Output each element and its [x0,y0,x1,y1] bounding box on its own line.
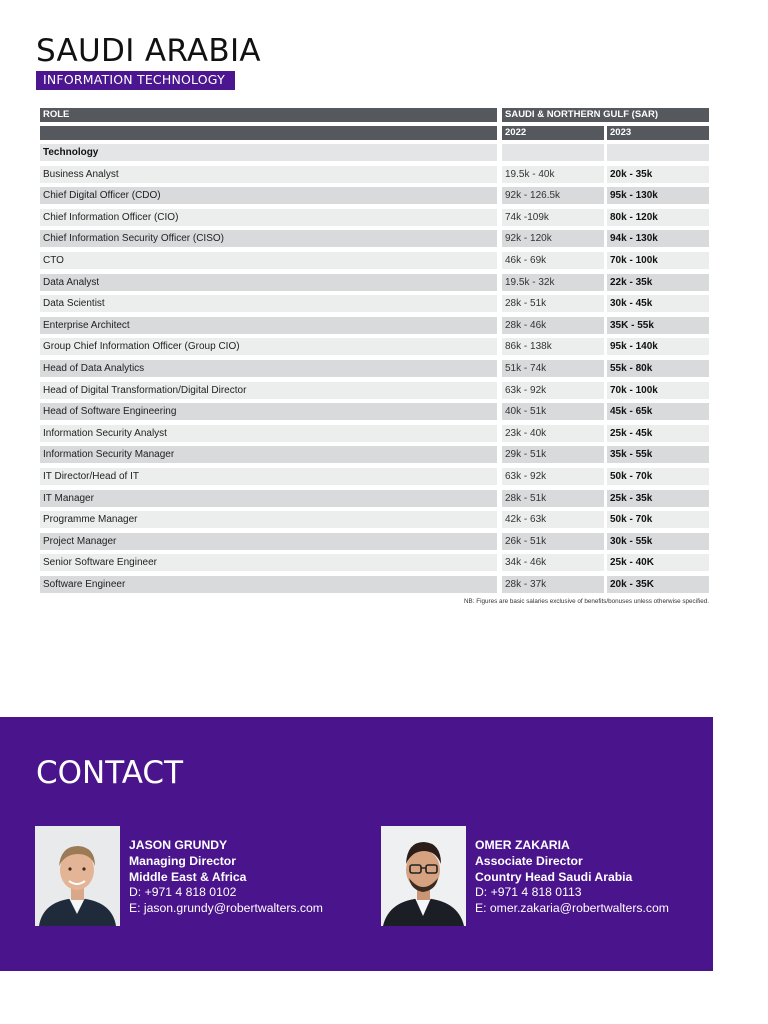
salary-2023-cell: 35K - 55k [607,317,709,334]
role-cell: IT Director/Head of IT [40,468,497,485]
region-column-header: SAUDI & NORTHERN GULF (SAR) [502,108,709,122]
role-cell: Information Security Manager [40,446,497,463]
salary-2023-cell: 45k - 65k [607,403,709,420]
role-cell: Head of Software Engineering [40,403,497,420]
contact-email[interactable]: E: jason.grundy@robertwalters.com [129,901,323,916]
footnote: NB: Figures are basic salaries exclusive of benefits/bonuses unless otherwise specified. [463,598,709,605]
contact-region: Middle East & Africa [129,869,247,884]
contact-info [475,838,669,917]
salary-2023-cell: 70k - 100k [607,382,709,399]
salary-2023-cell: 95k - 130k [607,187,709,204]
salary-2022-cell: 19.5k - 32k [502,274,604,291]
section-empty-2022 [502,144,604,161]
contact-role: Managing Director [129,853,236,868]
contact-name: JASON GRUNDY [129,838,228,852]
contact-phone[interactable]: D: +971 4 818 0102 [129,885,237,900]
role-cell: Software Engineer [40,576,497,593]
year-2022-header: 2022 [502,126,604,140]
salary-2022-cell: 92k - 126.5k [502,187,604,204]
role-cell: Senior Software Engineer [40,554,497,571]
salary-2022-cell: 28k - 51k [502,490,604,507]
role-cell: Information Security Analyst [40,425,497,442]
table-row [40,533,709,550]
salary-2023-cell: 25k - 45k [607,425,709,442]
salary-2023-cell: 50k - 70k [607,511,709,528]
role-cell: Business Analyst [40,166,497,183]
salary-2023-cell: 94k - 130k [607,230,709,247]
table-row [40,209,709,226]
salary-2022-cell: 63k - 92k [502,468,604,485]
salary-2023-cell: 22k - 35k [607,274,709,291]
year-2023-header: 2023 [607,126,709,140]
table-header-row [40,108,709,122]
salary-2023-cell: 80k - 120k [607,209,709,226]
contact-info [129,838,323,917]
role-cell: Group Chief Information Officer (Group CIO) [40,338,497,355]
salary-2022-cell: 74k -109k [502,209,604,226]
salary-2023-cell: 70k - 100k [607,252,709,269]
table-year-row [40,126,709,140]
contact-section [0,717,713,971]
section-label: Technology [40,144,497,161]
role-cell: Data Scientist [40,295,497,312]
role-cell: Data Analyst [40,274,497,291]
salary-2023-cell: 30k - 45k [607,295,709,312]
table-row [40,425,709,442]
salary-2022-cell: 51k - 74k [502,360,604,377]
section-empty-2023 [607,144,709,161]
contact-name: OMER ZAKARIA [475,838,570,852]
table-row [40,252,709,269]
salary-2023-cell: 35k - 55k [607,446,709,463]
role-cell: Chief Information Officer (CIO) [40,209,497,226]
salary-2023-cell: 50k - 70k [607,468,709,485]
table-section-row [40,144,709,161]
role-cell: Chief Information Security Officer (CISO) [40,230,497,247]
contact-title: CONTACT [36,755,184,791]
role-cell: Chief Digital Officer (CDO) [40,187,497,204]
table-body [40,166,709,593]
salary-2022-cell: 42k - 63k [502,511,604,528]
table-row [40,230,709,247]
salary-2022-cell: 29k - 51k [502,446,604,463]
table-row [40,468,709,485]
table-row [40,187,709,204]
table-row [40,554,709,571]
salary-2022-cell: 92k - 120k [502,230,604,247]
table-row [40,382,709,399]
role-column-header: ROLE [40,108,497,122]
section-subtitle: INFORMATION TECHNOLOGY [36,71,235,90]
salary-2022-cell: 46k - 69k [502,252,604,269]
avatar [35,826,120,926]
table-row [40,317,709,334]
role-cell: Head of Digital Transformation/Digital Director [40,382,497,399]
salary-2023-cell: 30k - 55k [607,533,709,550]
table-row [40,166,709,183]
salary-2023-cell: 20k - 35K [607,576,709,593]
table-row [40,295,709,312]
table-row [40,511,709,528]
role-cell: CTO [40,252,497,269]
year-row-spacer [40,126,497,140]
salary-2023-cell: 55k - 80k [607,360,709,377]
contact-role: Associate Director [475,853,583,868]
salary-2023-cell: 20k - 35k [607,166,709,183]
salary-2022-cell: 28k - 37k [502,576,604,593]
salary-2022-cell: 63k - 92k [502,382,604,399]
salary-2022-cell: 23k - 40k [502,425,604,442]
salary-2023-cell: 25k - 35k [607,490,709,507]
contact-region: Country Head Saudi Arabia [475,869,633,884]
salary-2022-cell: 40k - 51k [502,403,604,420]
contact-email[interactable]: E: omer.zakaria@robertwalters.com [475,901,669,916]
salary-2022-cell: 26k - 51k [502,533,604,550]
salary-2023-cell: 95k - 140k [607,338,709,355]
salary-2022-cell: 28k - 46k [502,317,604,334]
contact-phone[interactable]: D: +971 4 818 0113 [475,885,582,900]
salary-2022-cell: 19.5k - 40k [502,166,604,183]
table-row [40,403,709,420]
role-cell: Enterprise Architect [40,317,497,334]
table-row [40,274,709,291]
page-title: SAUDI ARABIA [36,33,261,69]
avatar [381,826,466,926]
table-row [40,490,709,507]
salary-2023-cell: 25k - 40K [607,554,709,571]
salary-table [40,108,709,597]
table-row [40,446,709,463]
salary-2022-cell: 86k - 138k [502,338,604,355]
role-cell: Head of Data Analytics [40,360,497,377]
table-row [40,360,709,377]
table-row [40,576,709,593]
role-cell: Programme Manager [40,511,497,528]
table-row [40,338,709,355]
role-cell: Project Manager [40,533,497,550]
salary-2022-cell: 34k - 46k [502,554,604,571]
role-cell: IT Manager [40,490,497,507]
salary-2022-cell: 28k - 51k [502,295,604,312]
